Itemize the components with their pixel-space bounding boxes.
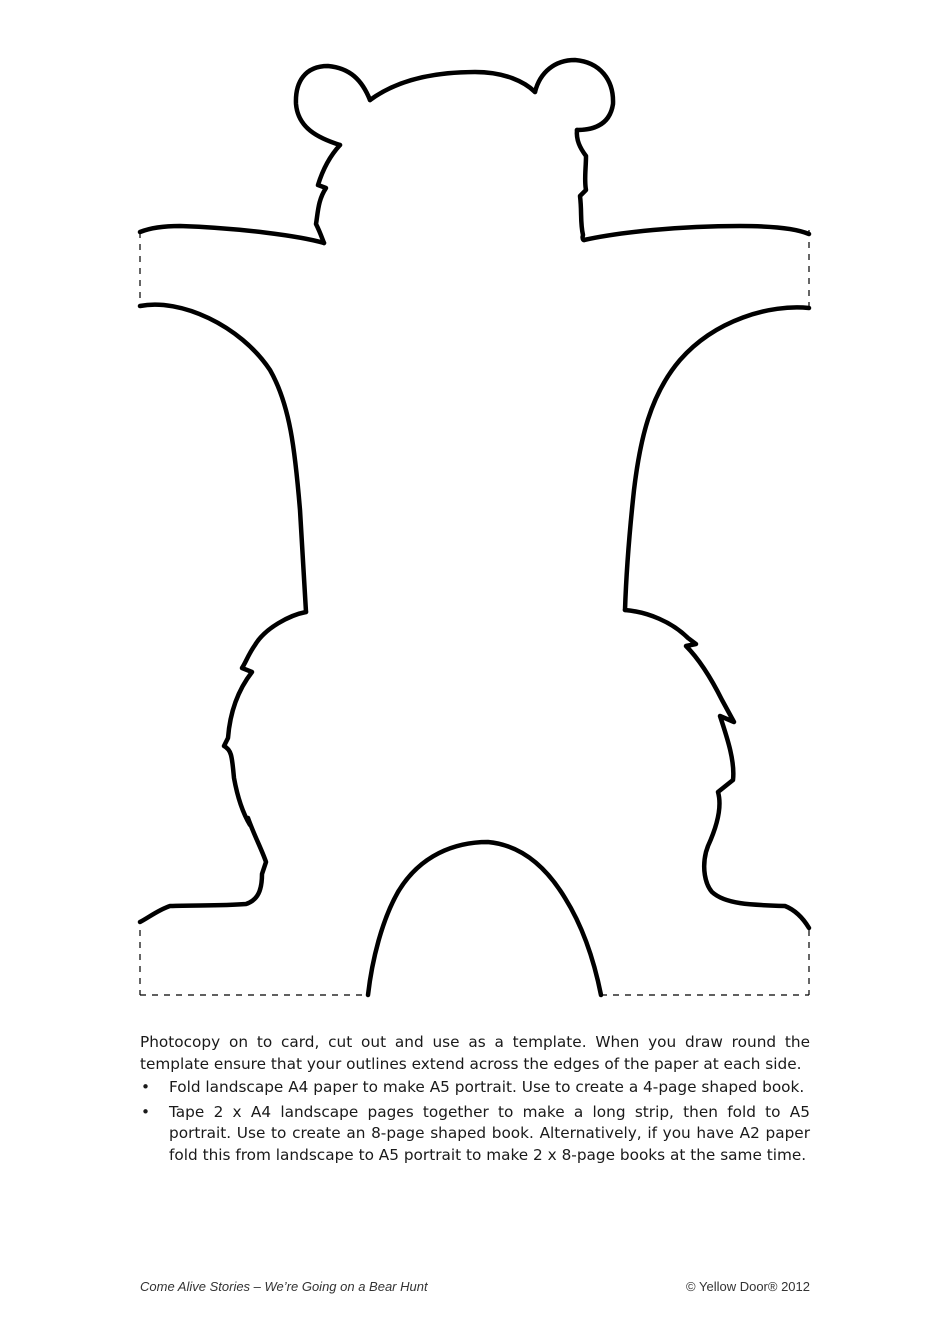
bear-left-leg (140, 612, 306, 922)
dashed-cut-lines (140, 230, 809, 995)
bear-left-cheek (316, 145, 340, 243)
footer-copyright: © Yellow Door® 2012 (686, 1279, 810, 1294)
instructions-intro: Photocopy on to card, cut out and use as a template. When you draw round the template ensure that your outlines extend across the edges of the paper at each side. (140, 1033, 810, 1073)
bear-right-leg (625, 610, 809, 928)
bear-inner-legs (368, 842, 601, 995)
instructions-list (140, 1077, 810, 1166)
list-item (140, 1077, 810, 1099)
bullet-icon: • (141, 1078, 151, 1096)
list-item-text: Tape 2 x A4 landscape pages together to make a long strip, then fold to A5 portrait. Use to create an 8-page shaped book. Alternatively, if you have A2 paper fold this from landscape to A5 portrait to make 2 x 8-page books at the same time. (169, 1102, 810, 1164)
bear-left-arm-underside (140, 305, 306, 612)
bear-right-arm-underside (625, 307, 809, 610)
bear-left-arm (140, 226, 324, 243)
footer-title: Come Alive Stories – We’re Going on a Bear Hunt (140, 1279, 428, 1294)
list-item (140, 1102, 810, 1167)
list-item-text: Fold landscape A4 paper to make A5 portrait. Use to create a 4-page shaped book. (169, 1078, 805, 1096)
bear-left-ear (296, 66, 370, 145)
bullet-icon: • (141, 1102, 151, 1121)
bear-head-top (370, 72, 535, 100)
bear-outline (140, 60, 809, 995)
bear-right-cheek (577, 130, 586, 240)
bear-right-arm (584, 226, 809, 240)
bear-right-ear (535, 60, 613, 130)
instructions-block (140, 1032, 810, 1169)
page-footer (140, 1279, 810, 1297)
